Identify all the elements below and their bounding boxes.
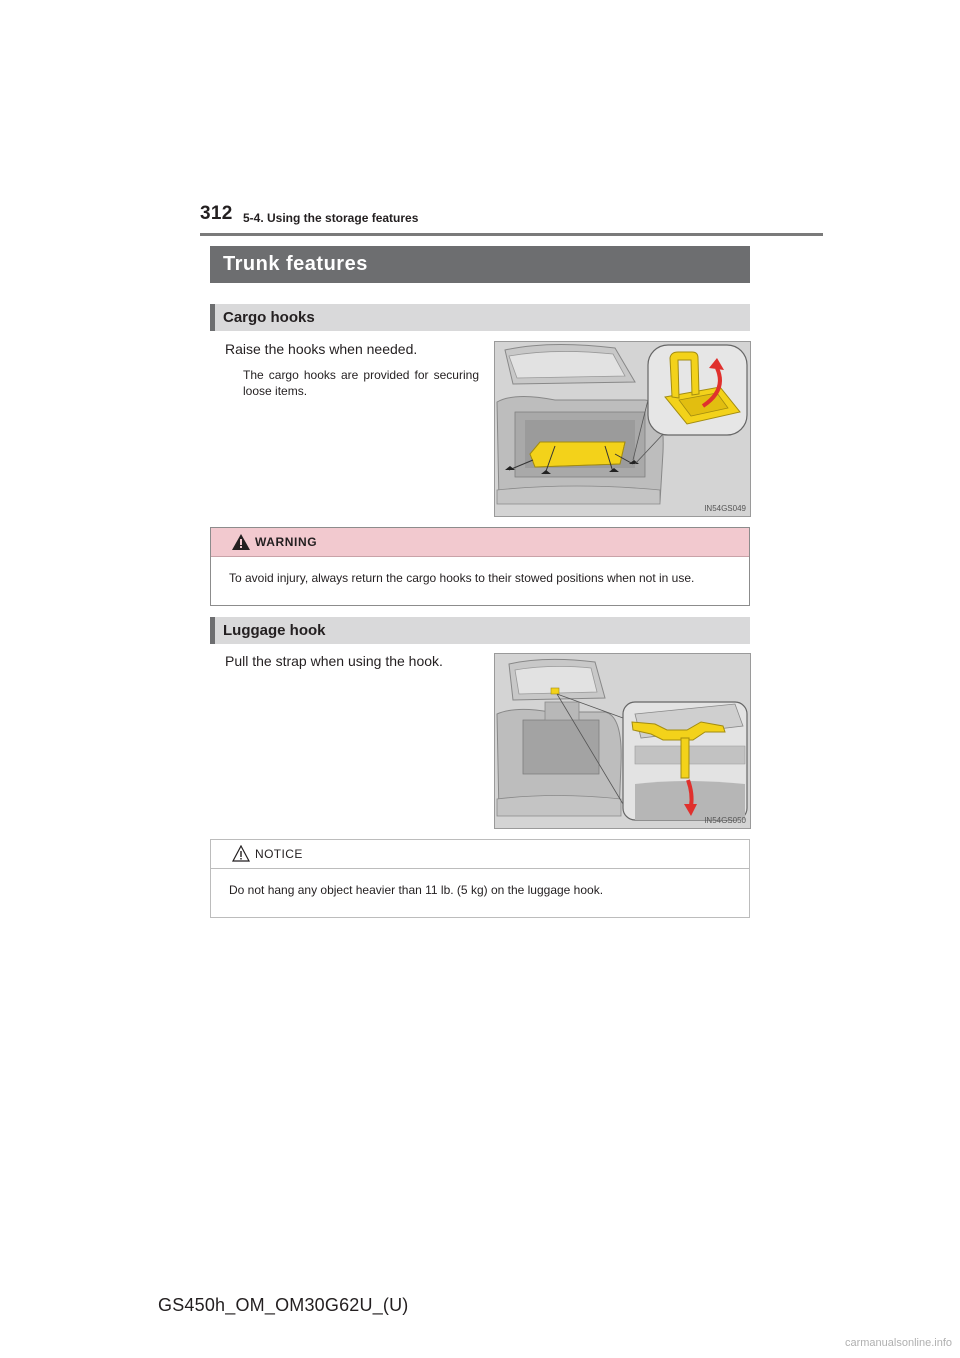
trunk-cargo-hook-drawing bbox=[495, 342, 750, 516]
luggage-figure-code: IN54GS050 bbox=[704, 816, 746, 825]
cargo-figure-code: IN54GS049 bbox=[704, 504, 746, 513]
luggage-hook-heading: Luggage hook bbox=[223, 622, 326, 639]
warning-header bbox=[211, 528, 749, 557]
notice-box bbox=[210, 839, 750, 918]
notice-text: Do not hang any object heavier than 11 lb. (5 kg) on the luggage hook. bbox=[229, 883, 604, 897]
trunk-luggage-hook-drawing bbox=[495, 654, 750, 828]
luggage-hook-illustration bbox=[494, 653, 751, 829]
luggage-hook-instruction: Pull the strap when using the hook. bbox=[225, 653, 443, 669]
section-breadcrumb: 5-4. Using the storage features bbox=[243, 211, 419, 225]
cargo-hooks-heading-bar bbox=[210, 304, 750, 331]
notice-header bbox=[211, 840, 749, 869]
warning-box bbox=[210, 527, 750, 606]
cargo-hooks-instruction: Raise the hooks when needed. bbox=[225, 341, 418, 357]
warning-label: WARNING bbox=[255, 535, 318, 549]
cargo-hooks-illustration bbox=[494, 341, 751, 517]
document-code-footer: GS450h_OM_OM30G62U_(U) bbox=[158, 1295, 409, 1315]
cargo-hooks-note: The cargo hooks are provided for securing loose items. bbox=[243, 368, 479, 398]
warning-triangle-icon bbox=[232, 534, 250, 550]
luggage-hook-heading-bar bbox=[210, 617, 750, 644]
page-title-bar bbox=[210, 246, 750, 283]
warning-text: To avoid injury, always return the cargo hooks to their stowed positions when not in use. bbox=[229, 571, 695, 585]
header-divider bbox=[200, 233, 823, 236]
notice-triangle-icon bbox=[232, 845, 250, 862]
notice-label: NOTICE bbox=[255, 847, 303, 861]
watermark: carmanualsonline.info bbox=[844, 1337, 952, 1349]
page-number: 312 bbox=[200, 203, 233, 224]
page-title: Trunk features bbox=[223, 253, 368, 275]
cargo-hooks-heading: Cargo hooks bbox=[223, 309, 315, 326]
